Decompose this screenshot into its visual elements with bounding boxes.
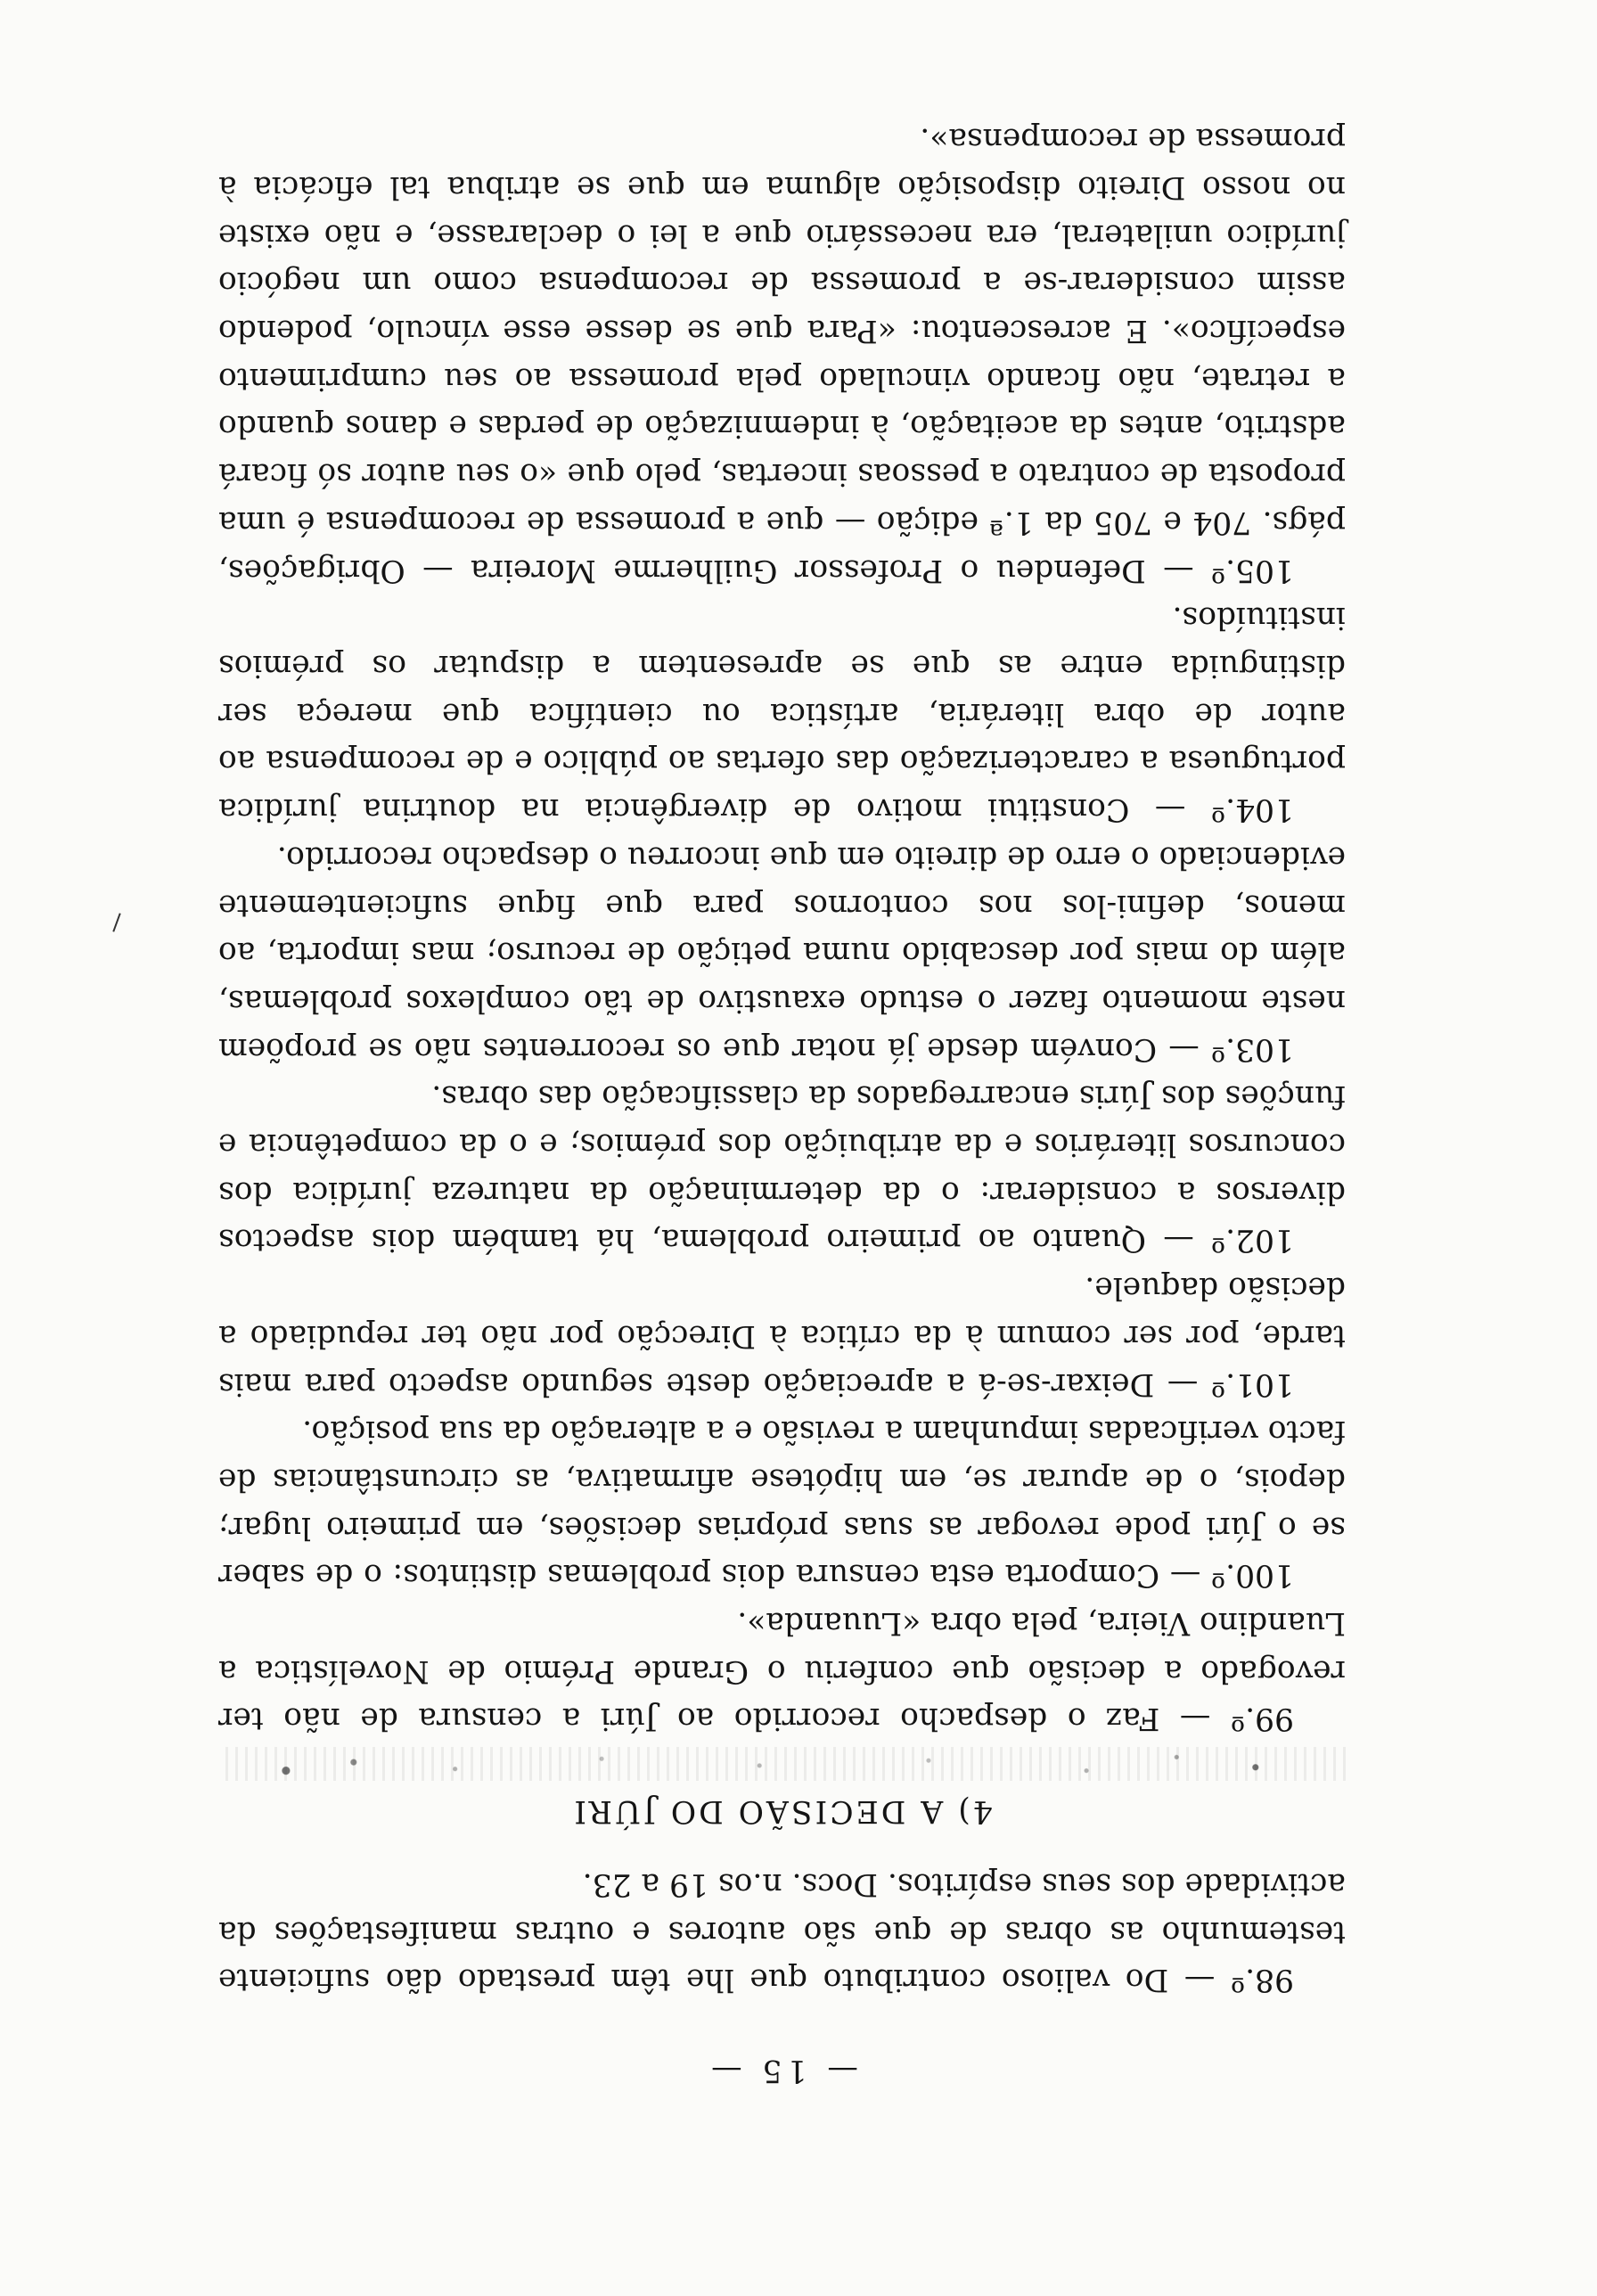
ink-smudge	[218, 1747, 1346, 1781]
paragraph-98: 98.º — Do valioso contributo que lhe têm prestado dão suficiente testemunho as obras de que são autores e outras manifestações da actividade dos seus espíritos. Docs. n.os 19 a 23.	[218, 1866, 1346, 1998]
section-heading: 4) A DECISÃO DO JÚRI	[571, 1793, 993, 1830]
paragraph-101: 101.º — Deixar-se-á a apreciação deste segundo aspecto para mais tarde, por ser comum à da crítica à Direcção por não ter repudiado a decisão daquele.	[218, 1270, 1346, 1402]
page-number: — 15 —	[706, 2053, 858, 2088]
stray-pen-mark	[112, 913, 120, 931]
paragraph-104: 104.º — Constitui motivo de divergência na doutrina jurídica portuguesa a caracterização das ofertas ao público e de recompensa ao autor de obra literária, artística ou científica que mereça ser distinguida entre as que se apresentem a disputar os prémios instituídos.	[218, 600, 1346, 828]
paragraph-105: 105.º — Defendeu o Professor Guilherme Moreira — Obrigações, págs. 704 e 705 da 1.ª edição — que a promessa de recompensa é uma proposta de contrato a pessoas incertas, pelo que «o seu autor só ficará adstrito, antes da aceitação, à indemnização de perdas e danos quando a retrate, não ficando vinculado pela promessa ao seu cumprimento específico». E acrescentou: «Para que se desse esse vínculo, podendo assim considerar-se a promessa de recompensa como um negócio jurídico unilateral, era necessário que a lei o declarasse, e não existe no nosso Direito disposição alguma em que se atribua tal eficácia à promessa de recompensa».	[218, 121, 1346, 588]
paragraph-99: 99.º — Faz o despacho recorrido ao Júri a censura de não ter revogado a decisão que conferiu o Grande Prémio de Novelística a Luandino Vieira, pela obra «Luuanda».	[218, 1605, 1346, 1737]
paragraph-100: 100.º — Comporta esta censura dois problemas distintos: o de saber se o Júri pode revogar as suas próprias decisões, em primeiro lugar; depois, o de apurar se, em hipótese afirmativa, as circunstâncias de facto verificadas impunham a revisão e a alteração da sua posição.	[218, 1414, 1346, 1594]
paragraph-102: 102.º — Quanto ao primeiro problema, há também dois aspectos diversos a considerar: o da determinação da natureza jurídica dos concursos literários e da atribuição dos prémios; e o da competência e funções dos Júris encarregados da classificação das obras.	[218, 1078, 1346, 1259]
paragraph-103: 103.º — Convém desde já notar que os recorrentes não se propõem neste momento fazer o estudo exaustivo de tão complexos problemas, além do mais por descabido numa petição de recurso; mas importa, ao menos, defini-los nos contornos para que fique suficientemente evidenciado o erro de direito em que incorreu o despacho recorrido.	[218, 839, 1346, 1067]
document-body	[218, 115, 1346, 2094]
